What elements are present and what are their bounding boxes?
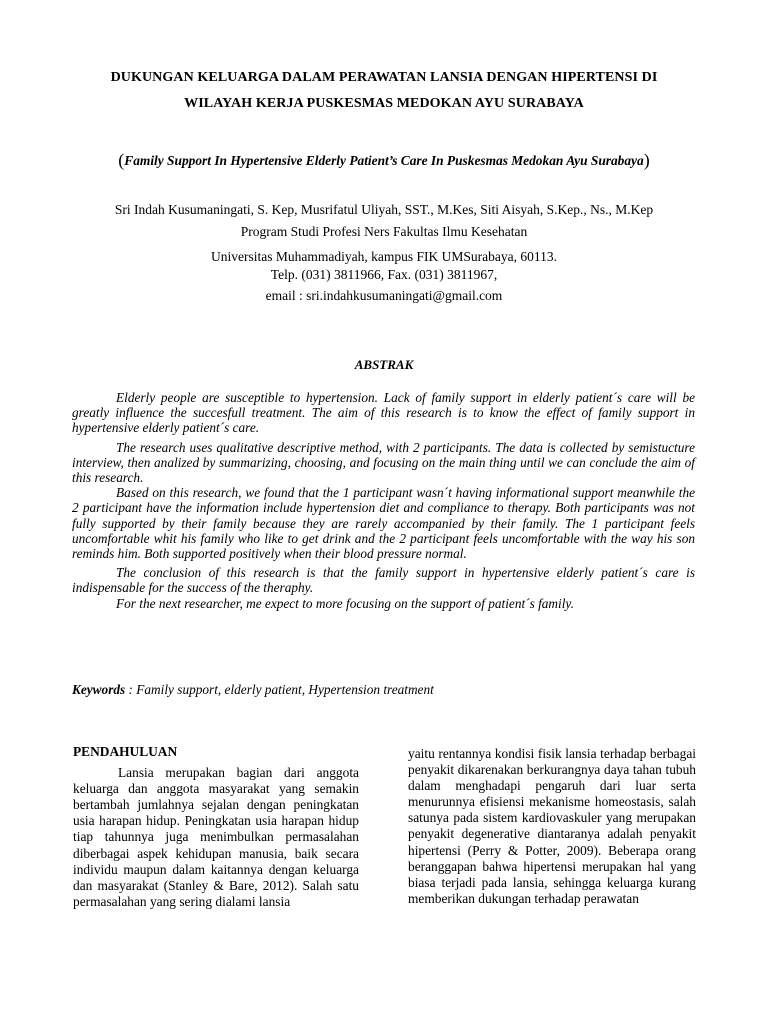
keywords-line [72, 682, 434, 698]
left-column [73, 744, 359, 910]
title-line-2: WILAYAH KERJA PUSKESMAS MEDOKAN AYU SURABAYA [184, 96, 584, 111]
contact-email: email : sri.indahkusumaningati@gmail.com [265, 288, 503, 303]
subtitle-close-paren: ) [643, 150, 650, 170]
abstract-paragraph-4: The conclusion of this research is that the family support in hypertensive elderly patient´s care is indispensable for the success of the theraphy. [72, 565, 695, 596]
abstract-paragraph-2: The research uses qualitative descriptive method, with 2 participants. The data is collected by semistucture interview, then analized by summarizing, choosing, and focusing on the main thing until we can conclude the aim of this research. [72, 439, 695, 486]
abstract-paragraph-1: Elderly people are susceptible to hypertension. Lack of family support in elderly patient´s care will be greatly influence the succesfull treatment. The aim of this research is to know the effect of family support in hypertensive elderly patient´s care. [72, 390, 695, 436]
affiliation-university: Universitas Muhammadiyah, kampus FIK UMSurabaya, 60113. [211, 249, 557, 264]
right-column-paragraph: yaitu rentannya kondisi fisik lansia terhadap berbagai penyakit dikarenakan berkurangnya daya tahan tubuh dalam menghadapi pengaruh dari luar serta menurunnya efisiensi mekanisme homeostasis, salah satunya pada sistem kardiovaskuler yang merupakan penyakit degenerative diantaranya adalah penyakit hipertensi (Perry & Potter, 2009). Beberapa orang beranggapan bahwa hipertensi merupakan hal yang biasa terjadi pada lansia, sehingga keluarga kurang memberikan dukungan terhadap perawatan [408, 746, 696, 906]
keywords-label: Keywords [72, 682, 126, 697]
contact-phone: Telp. (031) 3811966, Fax. (031) 3811967, [270, 267, 498, 282]
abstract-paragraph-5: For the next researcher, me expect to more focusing on the support of patient´s family. [116, 595, 574, 611]
title-line-1: DUKUNGAN KELUARGA DALAM PERAWATAN LANSIA DENGAN HIPERTENSI DI [110, 70, 658, 85]
subtitle-text: Family Support In Hypertensive Elderly Patient’s Care In Puskesmas Medokan Ayu Surabaya [124, 153, 644, 168]
subtitle-open-paren: ( [118, 150, 125, 170]
english-subtitle [0, 150, 768, 171]
abstract-body [72, 390, 695, 611]
abstract-paragraph-3: Based on this research, we found that the 1 participant wasn´t having informational support meanwhile the 2 participant have the information include hypertension diet and compliance to therapy. Both participants was not fully supported by their family because they are rarely accompanied by their family. The 1 participant feels uncomfortable whit his family who like to get drink and the 2 participant feels uncomfortable with the way his son reminds him. Both supported positively when their blood pressure normal. [72, 485, 695, 562]
affiliation-program: Program Studi Profesi Ners Fakultas Ilmu Kesehatan [240, 224, 528, 239]
authors: Sri Indah Kusumaningati, S. Kep, Musrifatul Uliyah, SST., M.Kes, Siti Aisyah, S.Kep., Ns., M.Kep [114, 202, 654, 217]
abstract-heading: ABSTRAK [354, 357, 414, 372]
section-heading-pendahuluan: PENDAHULUAN [73, 744, 178, 759]
right-column [408, 746, 696, 907]
keywords-text: : Family support, elderly patient, Hypertension treatment [125, 682, 434, 697]
left-column-paragraph: Lansia merupakan bagian dari anggota keluarga dan anggota masyarakat yang semakin bertambah jumlahnya sejalan dengan peningkatan usia harapan hidup. Peningkatan usia harapan hidup tiap tahunnya juga menimbulkan permasalahan diberbagai aspek kehidupan manusia, baik secara individu maupun dalam kaitannya dengan keluarga dan masyarakat (Stanley & Bare, 2012). Salah satu permasalahan yang sering dialami lansia [73, 765, 359, 909]
